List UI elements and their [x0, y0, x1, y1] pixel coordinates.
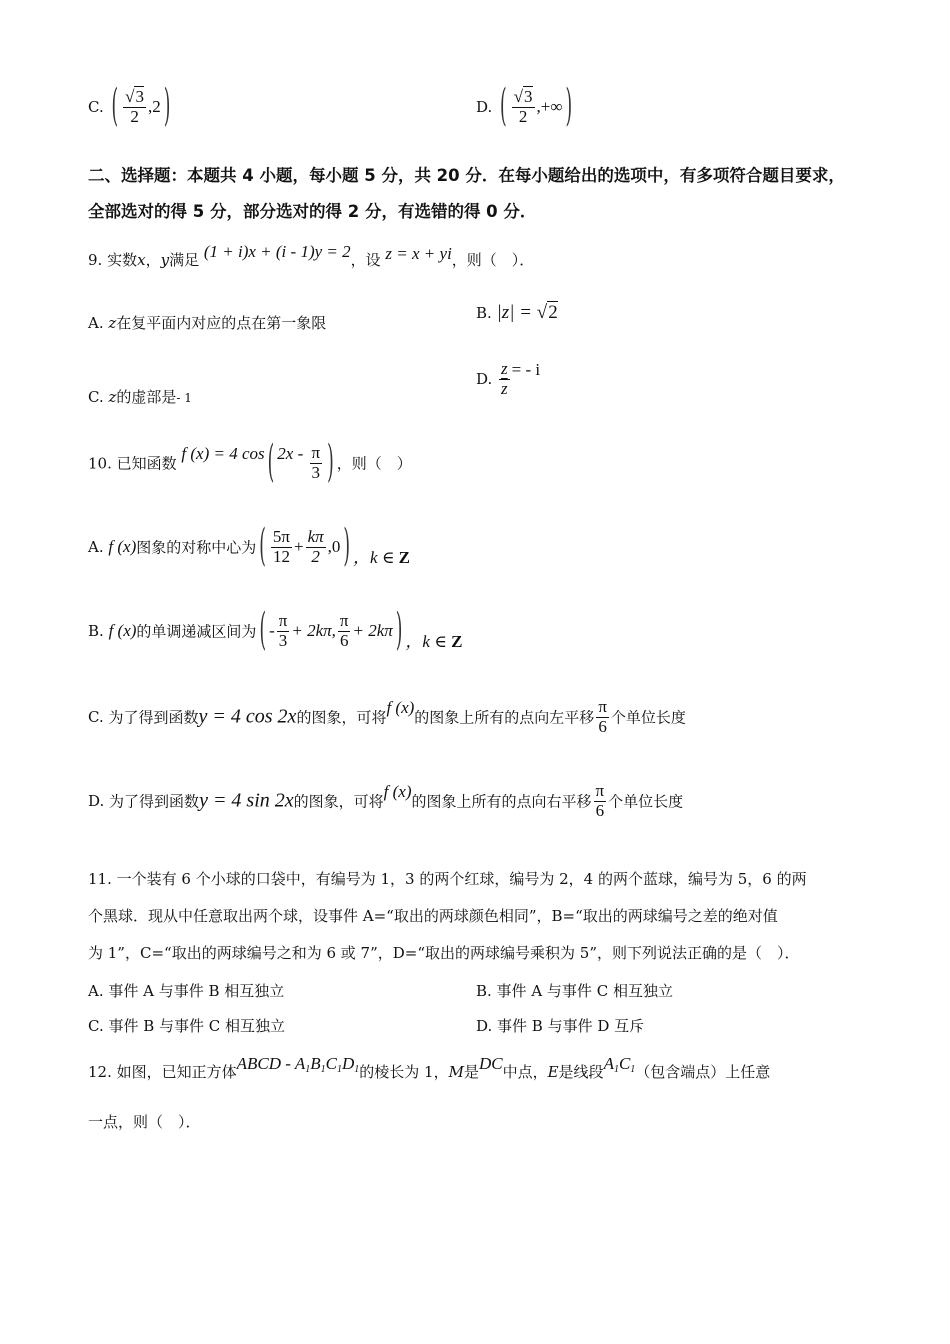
left-paren: ( — [111, 81, 119, 134]
equation-z: z = x + yi — [385, 244, 452, 263]
fraction: $\frac{\pi}{3}$ — [311, 443, 321, 482]
option-label: C. — [88, 98, 104, 117]
q9-option-b: B. |z| = √2 — [476, 302, 558, 323]
q9-option-d: D. $\frac{z}{z}$ = - i — [476, 359, 541, 398]
q9-stem: 9. 实数x，y满足 (1 + i)x + (i - 1)y = 2，设 z = x + yi，则（ ）． — [88, 242, 535, 269]
q10-option-a: A. f (x)图象的对称中心为 ( $\frac{5\pi}{12}$ + $\frac{k\pi}{2}$ ,0 ) ，k ∈ Z — [88, 521, 411, 574]
q12-stem-line2: 一点，则（ ）． — [88, 1113, 201, 1131]
q10-option-d: D. 为了得到函数y = 4 sin 2x的图象，可将f (x)的图象上所有的点向右平移 $\frac{\pi}{6}$ 个单位长度 — [88, 781, 684, 820]
fraction: $\frac{√3}{2}$ — [125, 87, 144, 126]
q10-stem: 10. 已知函数 f (x) = 4 cos ( 2x - $\frac{\pi}{3}$ ) ，则（ ） — [88, 437, 412, 490]
option-label: D. — [476, 98, 493, 117]
cube-name: ABCD - $A_1B_1C_1D_1$ — [236, 1054, 360, 1075]
q11-option-c: C. 事件 B 与事件 C 相互独立 — [88, 1017, 286, 1035]
segment: $A_1C_1$ — [603, 1054, 636, 1075]
q11-option-d: D. 事件 B 与事件 D 互斥 — [476, 1017, 645, 1035]
q10-option-b: B. f (x)的单调递减区间为 ( - $\frac{\pi}{3}$ + 2kπ, $\frac{\pi}{6}$ + 2kπ ) ，k ∈ Z — [88, 605, 463, 658]
q9-option-c: C. z的虚部是- 1 — [88, 388, 192, 406]
equation: (1 + i)x + (i - 1)y = 2 — [203, 242, 351, 261]
q11-stem-line1: 11. 一个装有 6 个小球的口袋中，有编号为 1，3 的两个红球，编号为 2，4 的两个蓝球，编号为 5，6 的两 — [88, 870, 807, 888]
q12-stem-line1: 12. 如图，已知正方体ABCD - $A_1B_1C_1D_1$的棱长为 1，M是DC中点，E是线段$A_1C_1$（包含端点）上任意 — [88, 1054, 771, 1081]
q11-option-b: B. 事件 A 与事件 C 相互独立 — [476, 982, 673, 1000]
q10-option-c: C. 为了得到函数y = 4 cos 2x的图象，可将f (x)的图象上所有的点向左平移 $\frac{\pi}{6}$ 个单位长度 — [88, 697, 686, 736]
q11-stem-line3: 为 1”，C=“取出的两球编号之和为 6 或 7”，D=“取出的两球编号乘积为 5”，则下列说法正确的是（ ）． — [88, 944, 800, 962]
right-paren: ) — [163, 81, 171, 134]
q11-option-a: A. 事件 A 与事件 B 相互独立 — [88, 982, 285, 1000]
fraction: $\frac{z}{z}$ — [501, 359, 508, 398]
q8-option-d: D. ( $\frac{√3}{2}$ ,+∞ ) — [476, 81, 573, 134]
left-paren: ( — [500, 81, 507, 134]
q8-option-c: C. ( $\frac{√3}{2}$ ,2 ) — [88, 81, 171, 134]
section-heading: 二、选择题：本题共 4 小题，每小题 5 分，共 20 分．在每小题给出的选项中，有多项符合题目要求，全部选对的得 5 分，部分选对的得 2 分，有选错的得 0 分． — [88, 166, 845, 221]
q9-option-a: A. z在复平面内对应的点在第一象限 — [88, 314, 327, 332]
right-paren: ) — [565, 81, 573, 134]
fraction: $\frac{√3}{2}$ — [513, 87, 533, 126]
q11-stem-line2: 个黑球．现从中任意取出两个球，设事件 A=“取出的两球颜色相同”，B=“取出的两球编号之差的绝对值 — [88, 907, 778, 925]
